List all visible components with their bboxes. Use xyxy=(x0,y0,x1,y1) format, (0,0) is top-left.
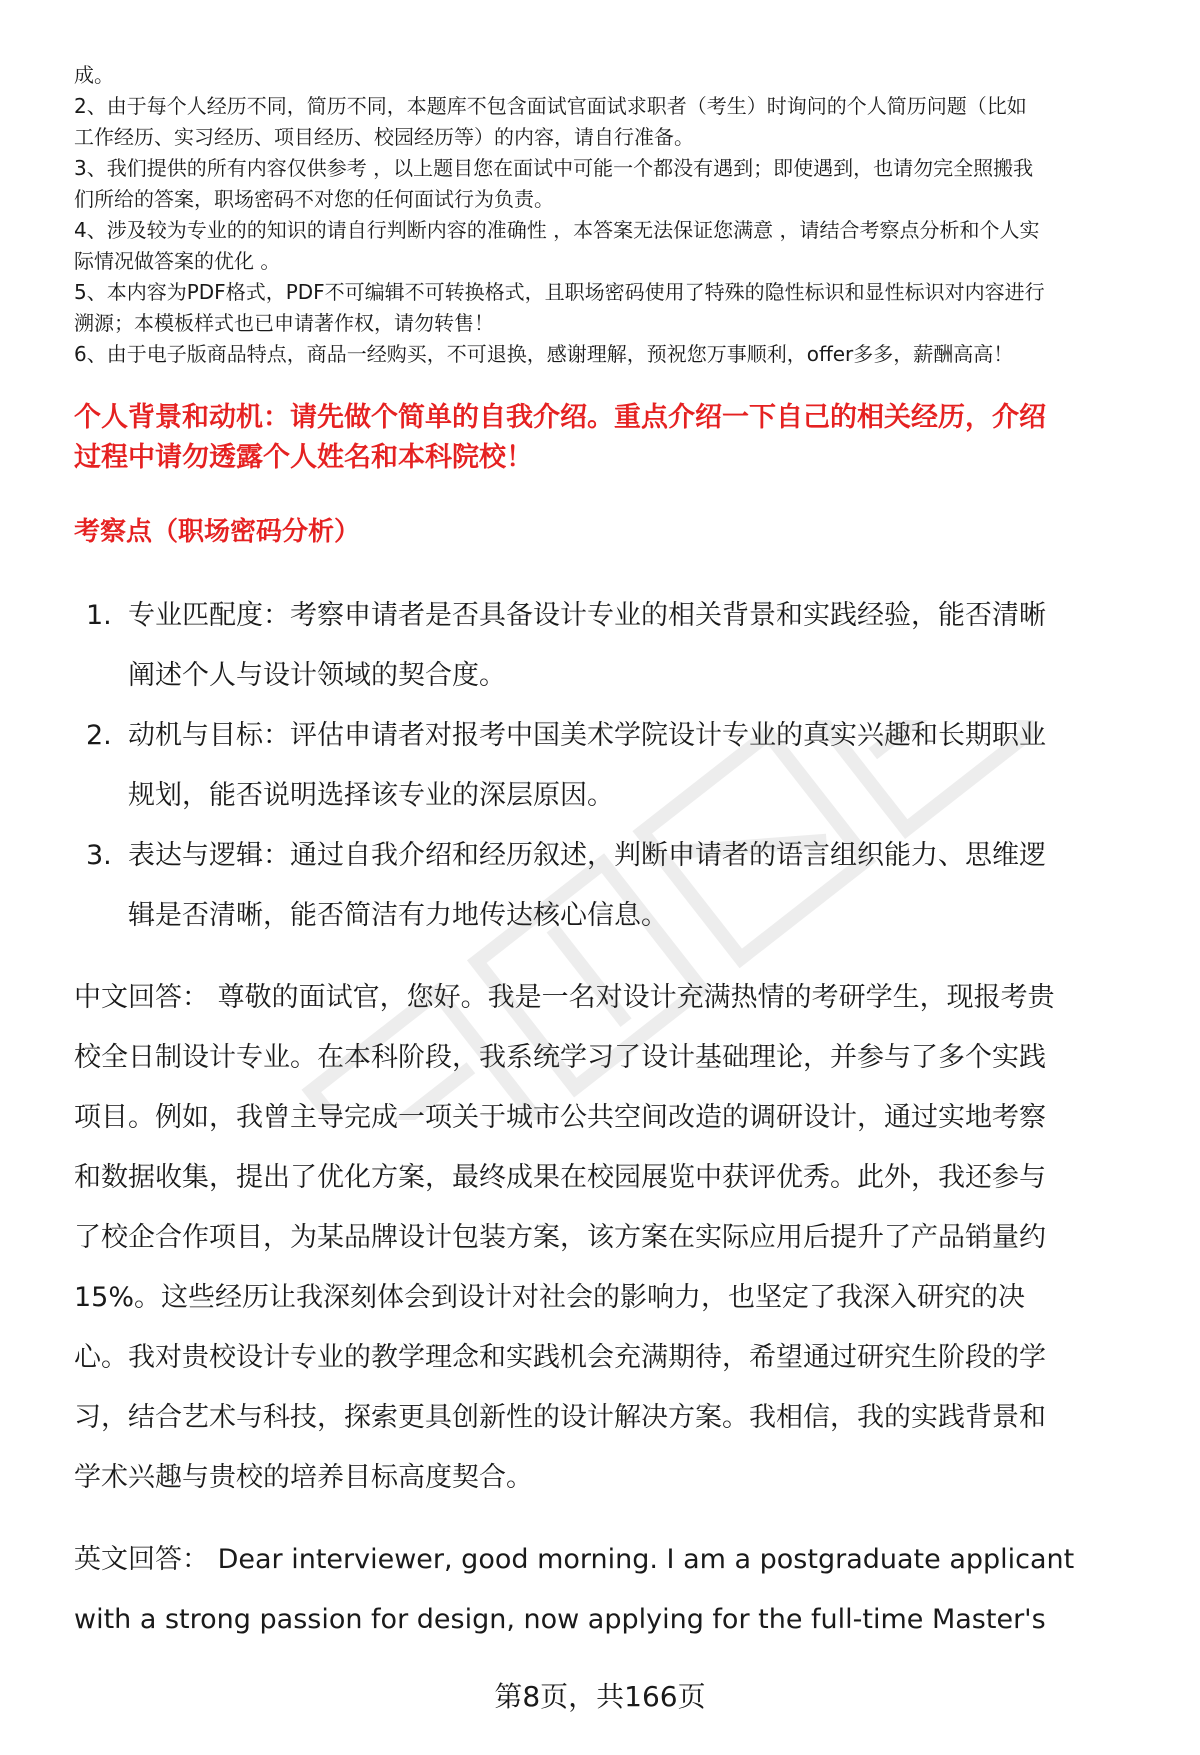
note-line: 3、我们提供的所有内容仅供参考 ，以上题目您在面试中可能一个都没有遇到；即使遇到，也请勿完全照搬我 xyxy=(74,156,1034,180)
list-item-line: 专业匹配度：考察申请者是否具备设计专业的相关背景和实践经验，能否清晰 xyxy=(128,600,1046,631)
note-line: 2、由于每个人经历不同，简历不同，本题库不包含面试官面试求职者（考生）时询问的个人简历问题（比如 xyxy=(74,94,1027,118)
list-number: 1. xyxy=(86,600,112,631)
disclaimer-notes xyxy=(74,60,1152,370)
answer-line: 英文回答： Dear interviewer, good morning. I am a postgraduate applicant xyxy=(74,1544,1075,1575)
list-item-line: 动机与目标：评估申请者对报考中国美术学院设计专业的真实兴趣和长期职业 xyxy=(128,720,1046,751)
list-item xyxy=(74,586,1152,706)
answer-line: 学术兴趣与贵校的培养目标高度契合。 xyxy=(74,1462,533,1493)
list-number: 2. xyxy=(86,720,112,751)
list-number: 3. xyxy=(86,840,112,871)
list-item-line: 阐述个人与设计领域的契合度。 xyxy=(128,660,506,691)
note-line: 溯源；本模板样式也已申请著作权，请勿转售！ xyxy=(74,311,494,335)
list-item-text xyxy=(128,586,1046,706)
answer-line: 项目。例如，我曾主导完成一项关于城市公共空间改造的调研设计，通过实地考察 xyxy=(74,1102,1046,1133)
note-line: 工作经历、实习经历、项目经历、校园经历等）的内容，请自行准备。 xyxy=(74,125,694,149)
english-answer xyxy=(74,1530,1152,1650)
list-item-text xyxy=(128,826,1046,946)
answer-line: 了校企合作项目，为某品牌设计包装方案，该方案在实际应用后提升了产品销量约 xyxy=(74,1222,1046,1253)
answer-line: 和数据收集，提出了优化方案，最终成果在校园展览中获评优秀。此外，我还参与 xyxy=(74,1162,1046,1193)
question-line: 过程中请勿透露个人姓名和本科院校！ xyxy=(74,442,533,473)
answer-line: 心。我对贵校设计专业的教学理念和实践机会充满期待，希望通过研究生阶段的学 xyxy=(74,1342,1046,1373)
note-line: 5、本内容为PDF格式，PDF不可编辑不可转换格式，且职场密码使用了特殊的隐性标识和显性标识对内容进行 xyxy=(74,280,1045,304)
question-line: 个人背景和动机：请先做个简单的自我介绍。重点介绍一下自己的相关经历，介绍 xyxy=(74,402,1046,433)
list-item-line: 规划，能否说明选择该专业的深层原因。 xyxy=(128,780,614,811)
list-item-line: 表达与逻辑：通过自我介绍和经历叙述，判断申请者的语言组织能力、思维逻 xyxy=(128,840,1046,871)
question-title xyxy=(74,398,1152,478)
answer-line: 中文回答： 尊敬的面试官，您好。我是一名对设计充满热情的考研学生，现报考贵 xyxy=(74,982,1055,1013)
key-points-heading: 考察点（职场密码分析） xyxy=(74,517,361,547)
list-item-line: 辑是否清晰，能否简洁有力地传达核心信息。 xyxy=(128,900,668,931)
answer-line: 15%。这些经历让我深刻体会到设计对社会的影响力，也坚定了我深入研究的决 xyxy=(74,1282,1026,1313)
note-line: 6、由于电子版商品特点，商品一经购买，不可退换，感谢理解，预祝您万事顺利，offer多多，薪酬高高！ xyxy=(74,342,1014,366)
note-line: 们所给的答案，职场密码不对您的任何面试行为负责。 xyxy=(74,187,554,211)
answer-line: with a strong passion for design, now applying for the full-time Master's xyxy=(74,1604,1046,1635)
list-item xyxy=(74,706,1152,826)
chinese-answer xyxy=(74,968,1152,1508)
note-line: 4、涉及较为专业的的知识的请自行判断内容的准确性 ，本答案无法保证您满意 ，请结合考察点分析和个人实 xyxy=(74,218,1040,242)
list-item xyxy=(74,826,1152,946)
note-line: 成。 xyxy=(74,63,114,87)
answer-line: 习，结合艺术与科技，探索更具创新性的设计解决方案。我相信，我的实践背景和 xyxy=(74,1402,1046,1433)
key-points-list xyxy=(74,586,1152,946)
page-number-footer: 第8页，共166页 xyxy=(494,1680,706,1713)
note-line: 际情况做答案的优化 。 xyxy=(74,249,281,273)
answer-line: 校全日制设计专业。在本科阶段，我系统学习了设计基础理论，并参与了多个实践 xyxy=(74,1042,1046,1073)
list-item-text xyxy=(128,706,1046,826)
